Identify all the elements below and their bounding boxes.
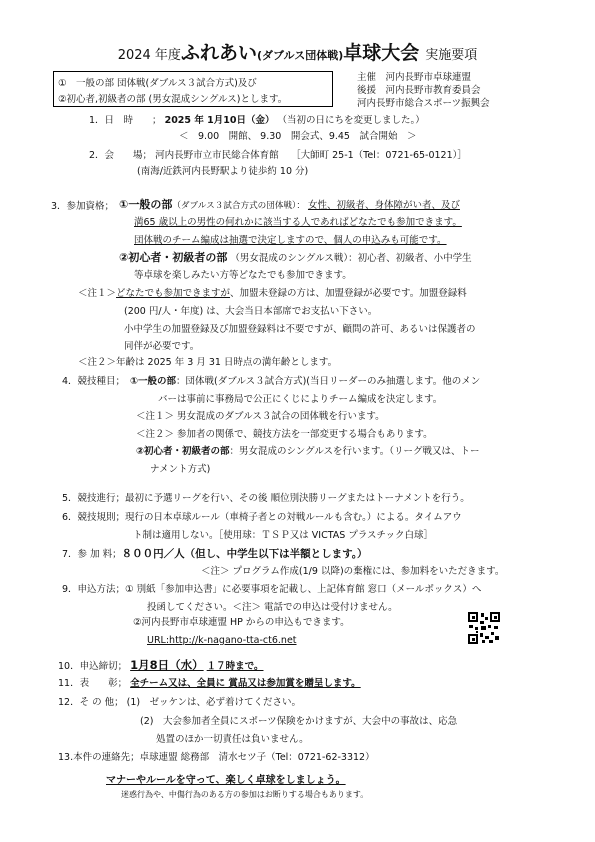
eligibility-general-line-1: 女性、初級者、身体障がい者、及び xyxy=(307,200,460,211)
title-year: 2024 年度 xyxy=(117,48,181,63)
title-suffix: 実施要項 xyxy=(425,48,478,63)
rules-label: 6．競技規則； xyxy=(62,512,126,523)
application-label: 9．申込方法； xyxy=(62,584,126,595)
application-line-1: ① 別紙「参加申込書」に必要事項を記載し、上記体育館 窓口（メールボックス）へ xyxy=(125,584,482,595)
eligibility-note-1-label: ＜注１＞ xyxy=(78,288,117,299)
fee-note: ＜注＞ プログラム作成(1/9 以降)の棄権には、参加料をいただきます。 xyxy=(201,566,505,577)
events-beginner-line-1: ：男女混成のシングルスを行います。（リーグ戦又は、トー xyxy=(229,446,480,457)
rules-line-2: ト制は適用しない。［使用球：ＴＳＰ又は VICTAS プラスチック白球］ xyxy=(133,530,434,541)
title-sub: (ダブルス団体戦) xyxy=(256,49,344,62)
section-deadline xyxy=(58,659,263,673)
application-url-link[interactable]: URL:http://k-nagano-tta-ct6.net xyxy=(147,635,297,646)
section-fee xyxy=(62,548,368,561)
awards-label: 11．表 彰； xyxy=(58,678,128,689)
eligibility-note-1-line-3: 小中学生の加盟登録及び加盟登録料は不要ですが、顧問の許可、あるいは保護者の xyxy=(124,324,476,335)
page-title xyxy=(0,38,595,65)
section-venue xyxy=(89,150,467,162)
eligibility-beginner xyxy=(119,252,472,265)
events-beginner xyxy=(136,446,480,458)
eligibility-note-1 xyxy=(78,288,467,300)
other-line-1: (1) ゼッケンは、必ず着けてください。 xyxy=(126,697,301,708)
title-main-2: 卓球大会 xyxy=(343,42,420,64)
eligibility-note-2: ＜注２＞年齢は 2025 年 3 月 31 日時点の満年齢とします。 xyxy=(78,357,338,368)
progress-label: 5．競技進行； xyxy=(62,493,126,504)
rules-line-1: 現行の日本卓球ルール（車椅子者との対戦ルールも含む。）による。タイムアウ xyxy=(125,512,462,523)
events-general xyxy=(130,376,480,388)
events-beginner-title: ②初心者・初級者の部 xyxy=(136,446,230,457)
other-line-2: (2) 大会参加者全員にスポーツ保険をかけますが、大会中の事故は、応急 xyxy=(140,716,458,727)
fee-label: 7．参 加 料； xyxy=(62,549,122,560)
division-notice-box xyxy=(53,71,333,107)
eligibility-beginner-line-1: （男女混成のシングルス戦）：初心者、初級者、小中学生 xyxy=(230,253,472,264)
eligibility-note-1-line-2: (200 円/人・年度) は、大会当日本部席でお支払い下さい。 xyxy=(124,306,378,317)
application-line-2: 投函してください。＜注＞ 電話での申込は受付けません。 xyxy=(147,602,398,613)
events-general-line-1: ：団体戦(ダブルス３試合方式)(当日リーダーのみ抽選します。他のメン xyxy=(176,376,481,387)
events-beginner-line-2: ナメント方式) xyxy=(150,464,211,475)
other-label: 12．そ の 他； xyxy=(58,697,124,708)
deadline-label: 10．申込締切； xyxy=(58,661,128,672)
eligibility-label: 3．参加資格； xyxy=(51,201,115,212)
awards-text: 全チーム又は、全員に 賞品又は参加賞を贈呈します。 xyxy=(130,678,361,689)
events-label: 4．競技種目； xyxy=(62,376,126,387)
deadline-time: １７時まで。 xyxy=(206,661,264,672)
other-line-3: 処置のほか一切責任は負いません。 xyxy=(156,734,309,745)
events-general-line-2: バーは事前に事務局で公正にくじによりチーム編成を決定します。 xyxy=(158,394,443,405)
eligibility-note-1-line-1: 、加盟未登録の方は、加盟登録が必要です。加盟登録料 xyxy=(230,288,467,299)
eligibility-general-title: ①一般の部 xyxy=(119,198,173,211)
eligibility-general-paren: （ダブルス３試合方式の団体戦）： xyxy=(172,201,305,211)
deadline-date: 1月8日（水） xyxy=(130,658,204,672)
title-main-1: ふれあい xyxy=(180,42,257,64)
datetime-date: 2025 年 1月10日（金） xyxy=(164,115,275,126)
organizer-support-2: 河内長野市総合スポーツ振興会 xyxy=(357,98,490,109)
eligibility-general-line-3: 団体戦のチーム編成は抽選で決定しますので、個人の申込みも可能です。 xyxy=(134,235,447,246)
datetime-schedule: ＜ 9.00 開館、 9.30 開会式、9.45 試合開始 ＞ xyxy=(179,131,417,142)
eligibility-beginner-line-2: 等卓球を楽しみたい方等どなたでも参加できます。 xyxy=(134,270,352,281)
progress-text: 最初に予選リーグを行い、その後 順位別決勝リーグまたはトーナメントを行う。 xyxy=(125,493,470,504)
section-contact: 13.本件の連絡先；卓球連盟 総務部 清水セツ子（Tel：0721-62-3312） xyxy=(58,752,375,763)
notice-line-1: ① 一般の部 団体戦(ダブルス３試合方式)及び xyxy=(58,78,257,89)
events-note-1: ＜注１＞ 男女混成のダブルス３試合の団体戦を行います。 xyxy=(136,411,385,422)
qr-code[interactable] xyxy=(468,612,500,644)
organizer-host: 主催 河内長野市卓球連盟 xyxy=(357,72,472,83)
organizer-support-1: 後援 河内長野市教育委員会 xyxy=(357,85,481,96)
section-other xyxy=(58,697,301,709)
section-datetime xyxy=(89,115,425,127)
notice-line-2: ②初心者,初級者の部 (男女混成シングルス)とします。 xyxy=(58,94,288,105)
footer-disclaimer: 迷惑行為や、中傷行為のある方の参加はお断りする場合もあります。 xyxy=(121,790,369,799)
organizers xyxy=(357,71,490,110)
section-progress xyxy=(62,493,470,505)
eligibility-general xyxy=(119,199,460,212)
section-rules xyxy=(62,512,462,524)
venue-text: 河内長野市立市民総合体育館 ［大師町 25-1（Tel：0721-65-0121）］ xyxy=(155,150,467,161)
events-general-title: ①一般の部 xyxy=(130,376,177,387)
eligibility-beginner-title: ②初心者・初級者の部 xyxy=(119,251,228,264)
eligibility-general-line-2: 満65 歳以上の男性の何れかに該当する人であればどなたでも参加できます。 xyxy=(134,217,462,228)
datetime-label: 1．日 時 ； xyxy=(89,115,162,126)
fee-text: ８００円／人（但し、中学生以下は半額とします。） xyxy=(121,548,368,560)
datetime-note: （当初の日にちを変更しました。） xyxy=(277,115,425,126)
venue-access: (南海/近鉄河内長野駅より徒歩約 10 分) xyxy=(137,166,309,177)
footer-manners: マナーやルールを守って、楽しく卓球をしましょう。 xyxy=(106,775,346,786)
events-note-2: ＜注２＞ 参加者の関係で、競技方法を一部変更する場合もあります。 xyxy=(136,429,433,440)
venue-label: 2．会 場； xyxy=(89,150,153,161)
eligibility-note-1-line-4: 同伴が必要です。 xyxy=(124,341,200,352)
eligibility-note-1-emph: どなたでも参加できますが xyxy=(116,288,231,299)
section-awards xyxy=(58,678,361,690)
section-application xyxy=(62,584,481,596)
application-line-3: ②河内長野市卓球連盟 HP からの申込もできます。 xyxy=(133,617,350,628)
